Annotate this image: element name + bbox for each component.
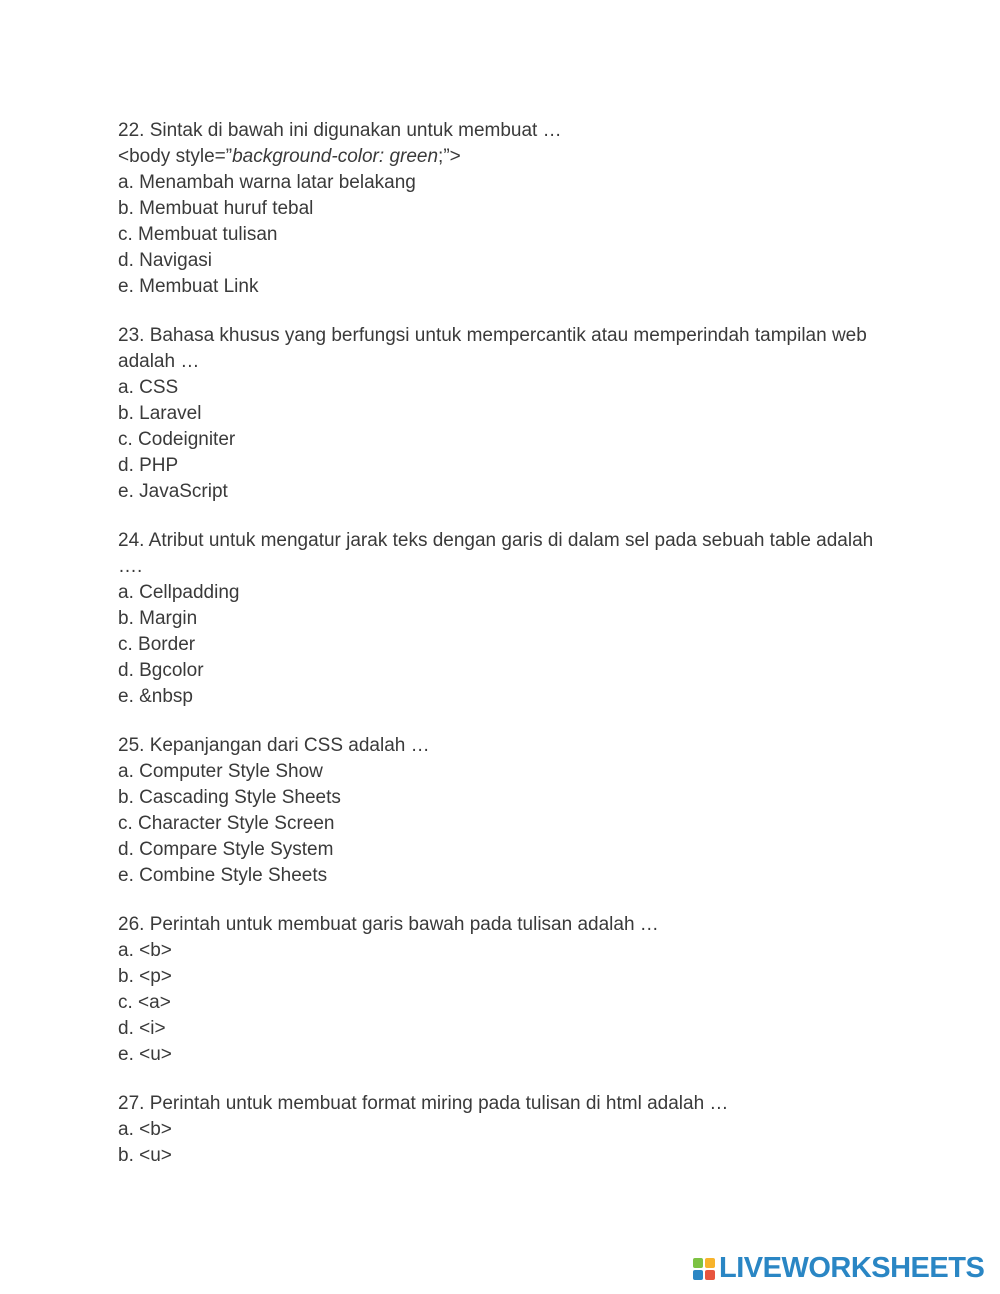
question-26 — [118, 912, 878, 1068]
option-a[interactable]: a. Menambah warna latar belakang — [118, 172, 416, 193]
code-suffix: ;”> — [438, 146, 461, 167]
question-27 — [118, 1091, 878, 1169]
question-22 — [118, 118, 878, 300]
logo-square-e — [705, 1270, 715, 1280]
option-d[interactable]: d. <i> — [118, 1018, 166, 1039]
question-text: 25. Kepanjangan dari CSS adalah … — [118, 735, 430, 756]
logo-square-v — [693, 1270, 703, 1280]
option-a[interactable]: a. Computer Style Show — [118, 761, 323, 782]
logo-text: LIVEWORKSHEETS — [719, 1252, 985, 1284]
question-text: 22. Sintak di bawah ini digunakan untuk membuat … — [118, 120, 562, 141]
option-e[interactable]: e. Membuat Link — [118, 276, 259, 297]
option-d[interactable]: d. PHP — [118, 455, 179, 476]
option-d[interactable]: d. Compare Style System — [118, 839, 334, 860]
option-e[interactable]: e. &nbsp — [118, 686, 193, 707]
question-24 — [118, 528, 878, 710]
option-a[interactable]: a. <b> — [118, 1119, 172, 1140]
option-d[interactable]: d. Bgcolor — [118, 660, 204, 681]
option-e[interactable]: e. <u> — [118, 1044, 172, 1065]
option-a[interactable]: a. CSS — [118, 377, 179, 398]
option-b[interactable]: b. <u> — [118, 1145, 172, 1166]
code-prefix: <body style=” — [118, 146, 233, 167]
question-text: 23. Bahasa khusus yang berfungsi untuk mempercantik atau memperindah tampilan web adalah … — [118, 325, 867, 372]
code-italic: background-color: green — [232, 146, 439, 167]
option-b[interactable]: b. Membuat huruf tebal — [118, 198, 314, 219]
option-b[interactable]: b. <p> — [118, 966, 172, 987]
option-c[interactable]: c. Membuat tulisan — [118, 224, 278, 245]
logo-square-i — [705, 1258, 715, 1268]
code-snippet — [118, 144, 878, 170]
worksheet-page — [118, 118, 878, 1192]
option-c[interactable]: c. <a> — [118, 992, 171, 1013]
option-d[interactable]: d. Navigasi — [118, 250, 212, 271]
question-23 — [118, 323, 878, 505]
liveworksheets-logo-icon — [693, 1258, 715, 1280]
question-25 — [118, 733, 878, 889]
option-e[interactable]: e. JavaScript — [118, 481, 228, 502]
question-text: 24. Atribut untuk mengatur jarak teks dengan garis di dalam sel pada sebuah table adalah …. — [118, 530, 874, 577]
option-b[interactable]: b. Margin — [118, 608, 198, 629]
option-a[interactable]: a. Cellpadding — [118, 582, 240, 603]
option-b[interactable]: b. Cascading Style Sheets — [118, 787, 341, 808]
question-text: 27. Perintah untuk membuat format miring pada tulisan di html adalah … — [118, 1093, 729, 1114]
question-text: 26. Perintah untuk membuat garis bawah pada tulisan adalah … — [118, 914, 659, 935]
logo-square-l — [693, 1258, 703, 1268]
option-c[interactable]: c. Character Style Screen — [118, 813, 335, 834]
option-a[interactable]: a. <b> — [118, 940, 172, 961]
option-b[interactable]: b. Laravel — [118, 403, 202, 424]
option-e[interactable]: e. Combine Style Sheets — [118, 865, 328, 886]
option-c[interactable]: c. Codeigniter — [118, 429, 236, 450]
option-c[interactable]: c. Border — [118, 634, 196, 655]
liveworksheets-logo — [693, 1252, 984, 1285]
